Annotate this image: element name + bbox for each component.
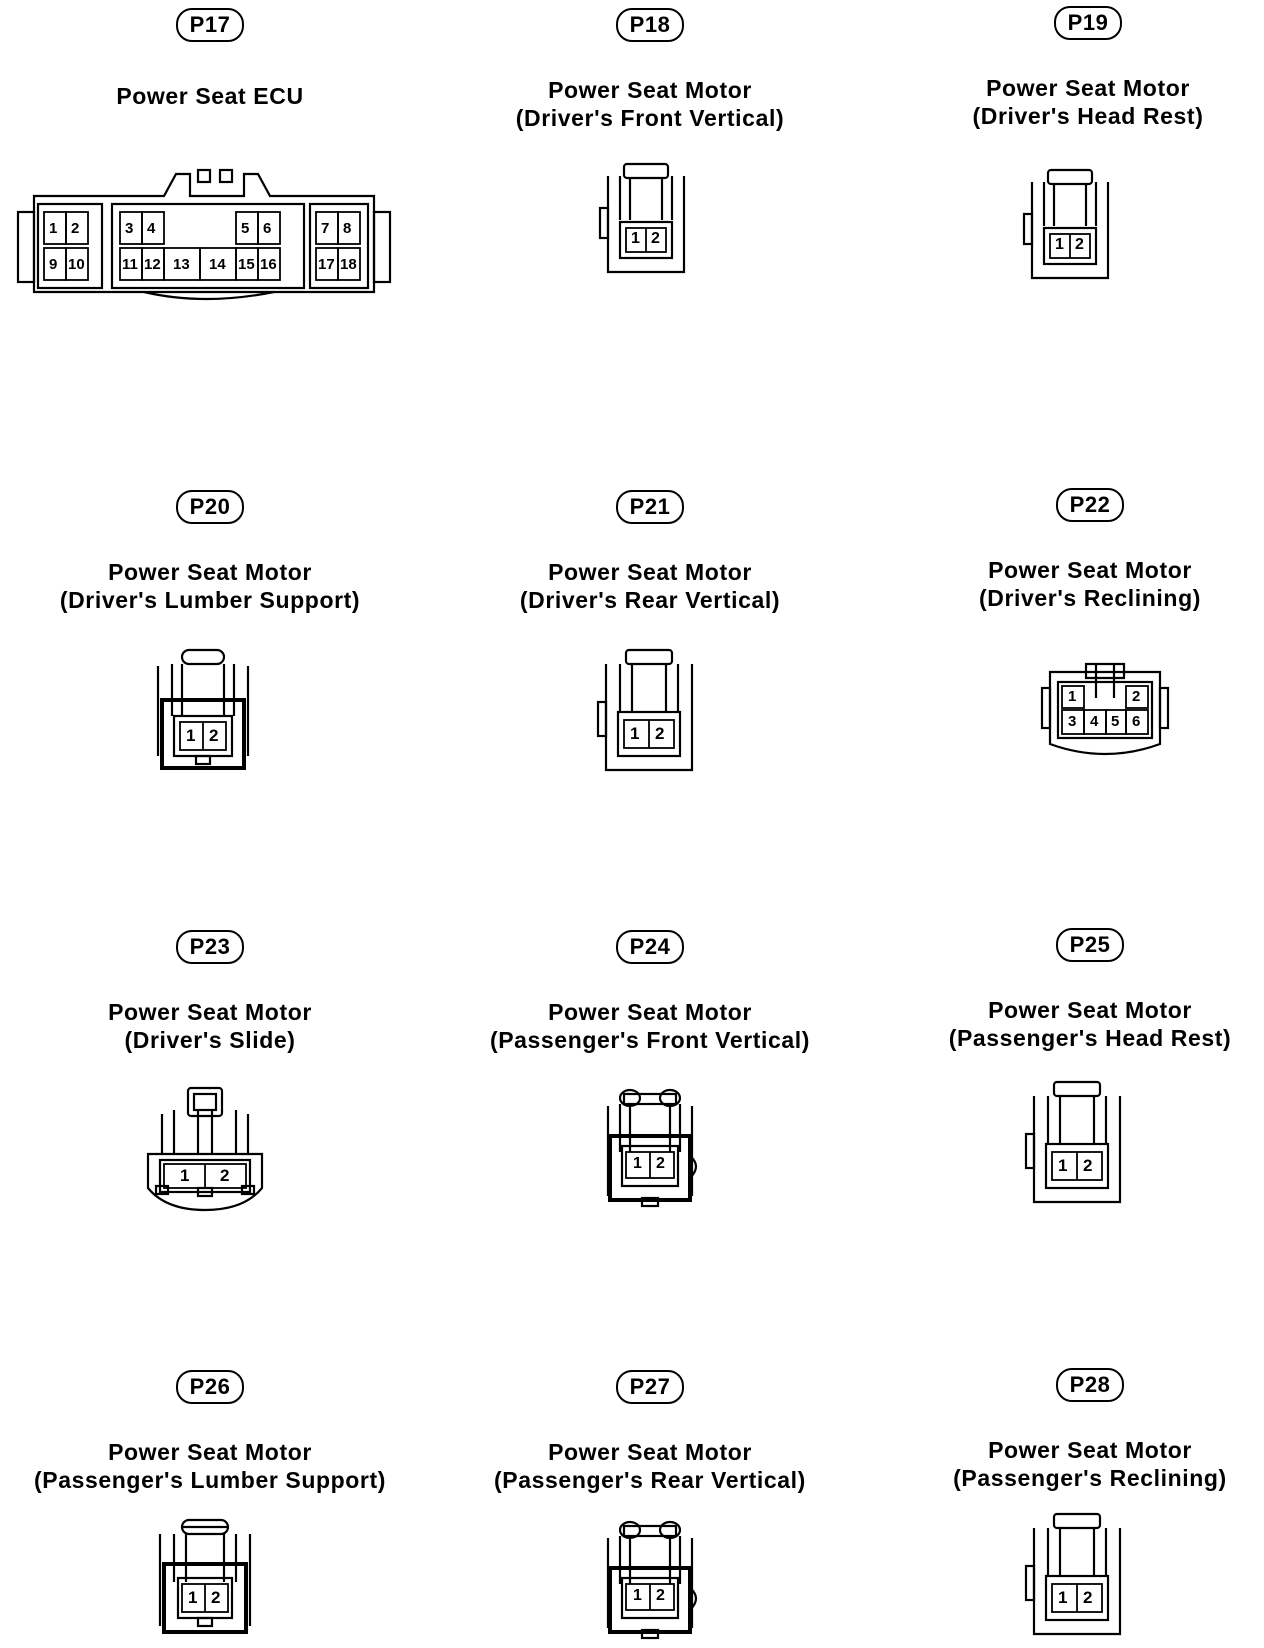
two-pin-connector-drawing [594,646,704,776]
connector-p28 [880,1368,1264,1492]
connector-p18 [440,8,860,132]
pin-label: 1 [630,724,640,743]
pin-label: 2 [1132,688,1141,705]
pin-label: 5 [241,220,250,237]
connector-location: (Driver's Slide) [124,1027,296,1053]
two-pin-connector-drawing [148,646,258,776]
ecu-18-pin-connector-drawing [14,166,394,306]
pin-label: 2 [220,1166,230,1185]
pin-label: 1 [1058,1588,1068,1607]
pin-label: 16 [260,256,277,273]
pin-label: 7 [321,220,330,237]
connector-name: Power Seat Motor [548,999,752,1025]
pin-label: 2 [211,1588,221,1607]
pin-label: 18 [340,256,357,273]
pin-label: 6 [263,220,272,237]
connector-name: Power Seat Motor [988,557,1192,583]
pin-label: 14 [209,256,226,273]
connector-location: (Passenger's Rear Vertical) [494,1467,806,1493]
pin-label: 9 [49,256,58,273]
connector-location: (Passenger's Head Rest) [948,1025,1232,1051]
connector-location: (Passenger's Front Vertical) [489,1027,811,1053]
connector-p21 [440,490,860,614]
pin-label: 4 [147,220,156,237]
pin-label: 2 [71,220,80,237]
pin-label: 4 [1090,713,1099,730]
connector-code-badge: P28 [1056,1368,1124,1402]
connector-location: (Driver's Head Rest) [972,103,1204,129]
connector-name: Power Seat Motor [988,1437,1192,1463]
pin-label: 1 [186,726,196,745]
connector-p19 [878,6,1264,130]
pin-label: 2 [209,726,219,745]
connector-name: Power Seat Motor [548,77,752,103]
pin-label: 2 [1083,1156,1093,1175]
pin-label: 1 [1068,688,1077,705]
pin-label: 13 [173,256,190,273]
pin-label: 2 [656,1155,665,1172]
pin-label: 3 [1068,713,1077,730]
connector-code-badge: P20 [176,490,244,524]
pin-label: 1 [188,1588,198,1607]
six-pin-connector-drawing [1040,658,1170,768]
pin-label: 10 [68,256,85,273]
pin-label: 1 [633,1155,642,1172]
connector-code-badge: P24 [616,930,684,964]
connector-name: Power Seat Motor [108,999,312,1025]
connector-name: Power Seat Motor [108,1439,312,1465]
pin-label: 1 [49,220,58,237]
connector-name: Power Seat Motor [986,75,1190,101]
connector-name: Power Seat Motor [548,559,752,585]
connector-p23 [0,930,420,1054]
pin-label: 12 [144,256,161,273]
pin-label: 1 [631,230,640,247]
two-pin-connector-drawing [600,1086,710,1210]
connector-location: (Driver's Reclining) [979,585,1201,611]
pin-label: 1 [1058,1156,1068,1175]
connector-code-badge: P23 [176,930,244,964]
connector-p17 [0,8,420,110]
connector-code-badge: P27 [616,1370,684,1404]
connector-code-badge: P19 [1054,6,1122,40]
pin-label: 2 [656,1587,665,1604]
connector-p27 [440,1370,860,1494]
pin-label: 1 [1055,236,1064,253]
connector-name: Power Seat Motor [108,559,312,585]
connector-location: (Driver's Lumber Support) [59,587,361,613]
two-pin-connector-drawing [1022,1510,1132,1640]
connector-location: (Passenger's Lumber Support) [34,1467,386,1493]
connector-p24 [440,930,860,1054]
pin-label: 2 [1083,1588,1093,1607]
pin-label: 17 [318,256,335,273]
connector-name: Power Seat Motor [988,997,1192,1023]
connector-code-badge: P17 [176,8,244,42]
pin-label: 11 [122,256,138,273]
two-pin-connector-drawing [140,1084,270,1214]
pin-label: 1 [633,1587,642,1604]
connector-code-badge: P26 [176,1370,244,1404]
pin-label: 2 [651,230,660,247]
connector-code-badge: P21 [616,490,684,524]
connector-name: Power Seat Motor [548,1439,752,1465]
connector-location: (Driver's Front Vertical) [515,105,785,131]
connector-location: (Driver's Rear Vertical) [519,587,781,613]
pin-label: 2 [1075,236,1084,253]
pin-label: 15 [238,256,255,273]
connector-code-badge: P25 [1056,928,1124,962]
two-pin-connector-drawing [596,160,696,280]
two-pin-connector-drawing [600,1518,710,1642]
connector-code-badge: P22 [1056,488,1124,522]
pin-label: 3 [125,220,134,237]
pin-label: 6 [1132,713,1141,730]
pin-label: 1 [180,1166,190,1185]
two-pin-connector-drawing [1020,166,1120,286]
connector-name: Power Seat ECU [116,83,304,109]
connector-location: (Passenger's Reclining) [953,1465,1227,1491]
connector-p26 [0,1370,420,1494]
pin-label: 2 [655,724,665,743]
connector-code-badge: P18 [616,8,684,42]
two-pin-connector-drawing [1022,1078,1132,1208]
connector-p20 [0,490,420,614]
pin-label: 5 [1111,713,1120,730]
two-pin-connector-drawing [150,1516,260,1640]
connector-p22 [880,488,1264,612]
connector-p25 [880,928,1264,1052]
pin-label: 8 [343,220,352,237]
